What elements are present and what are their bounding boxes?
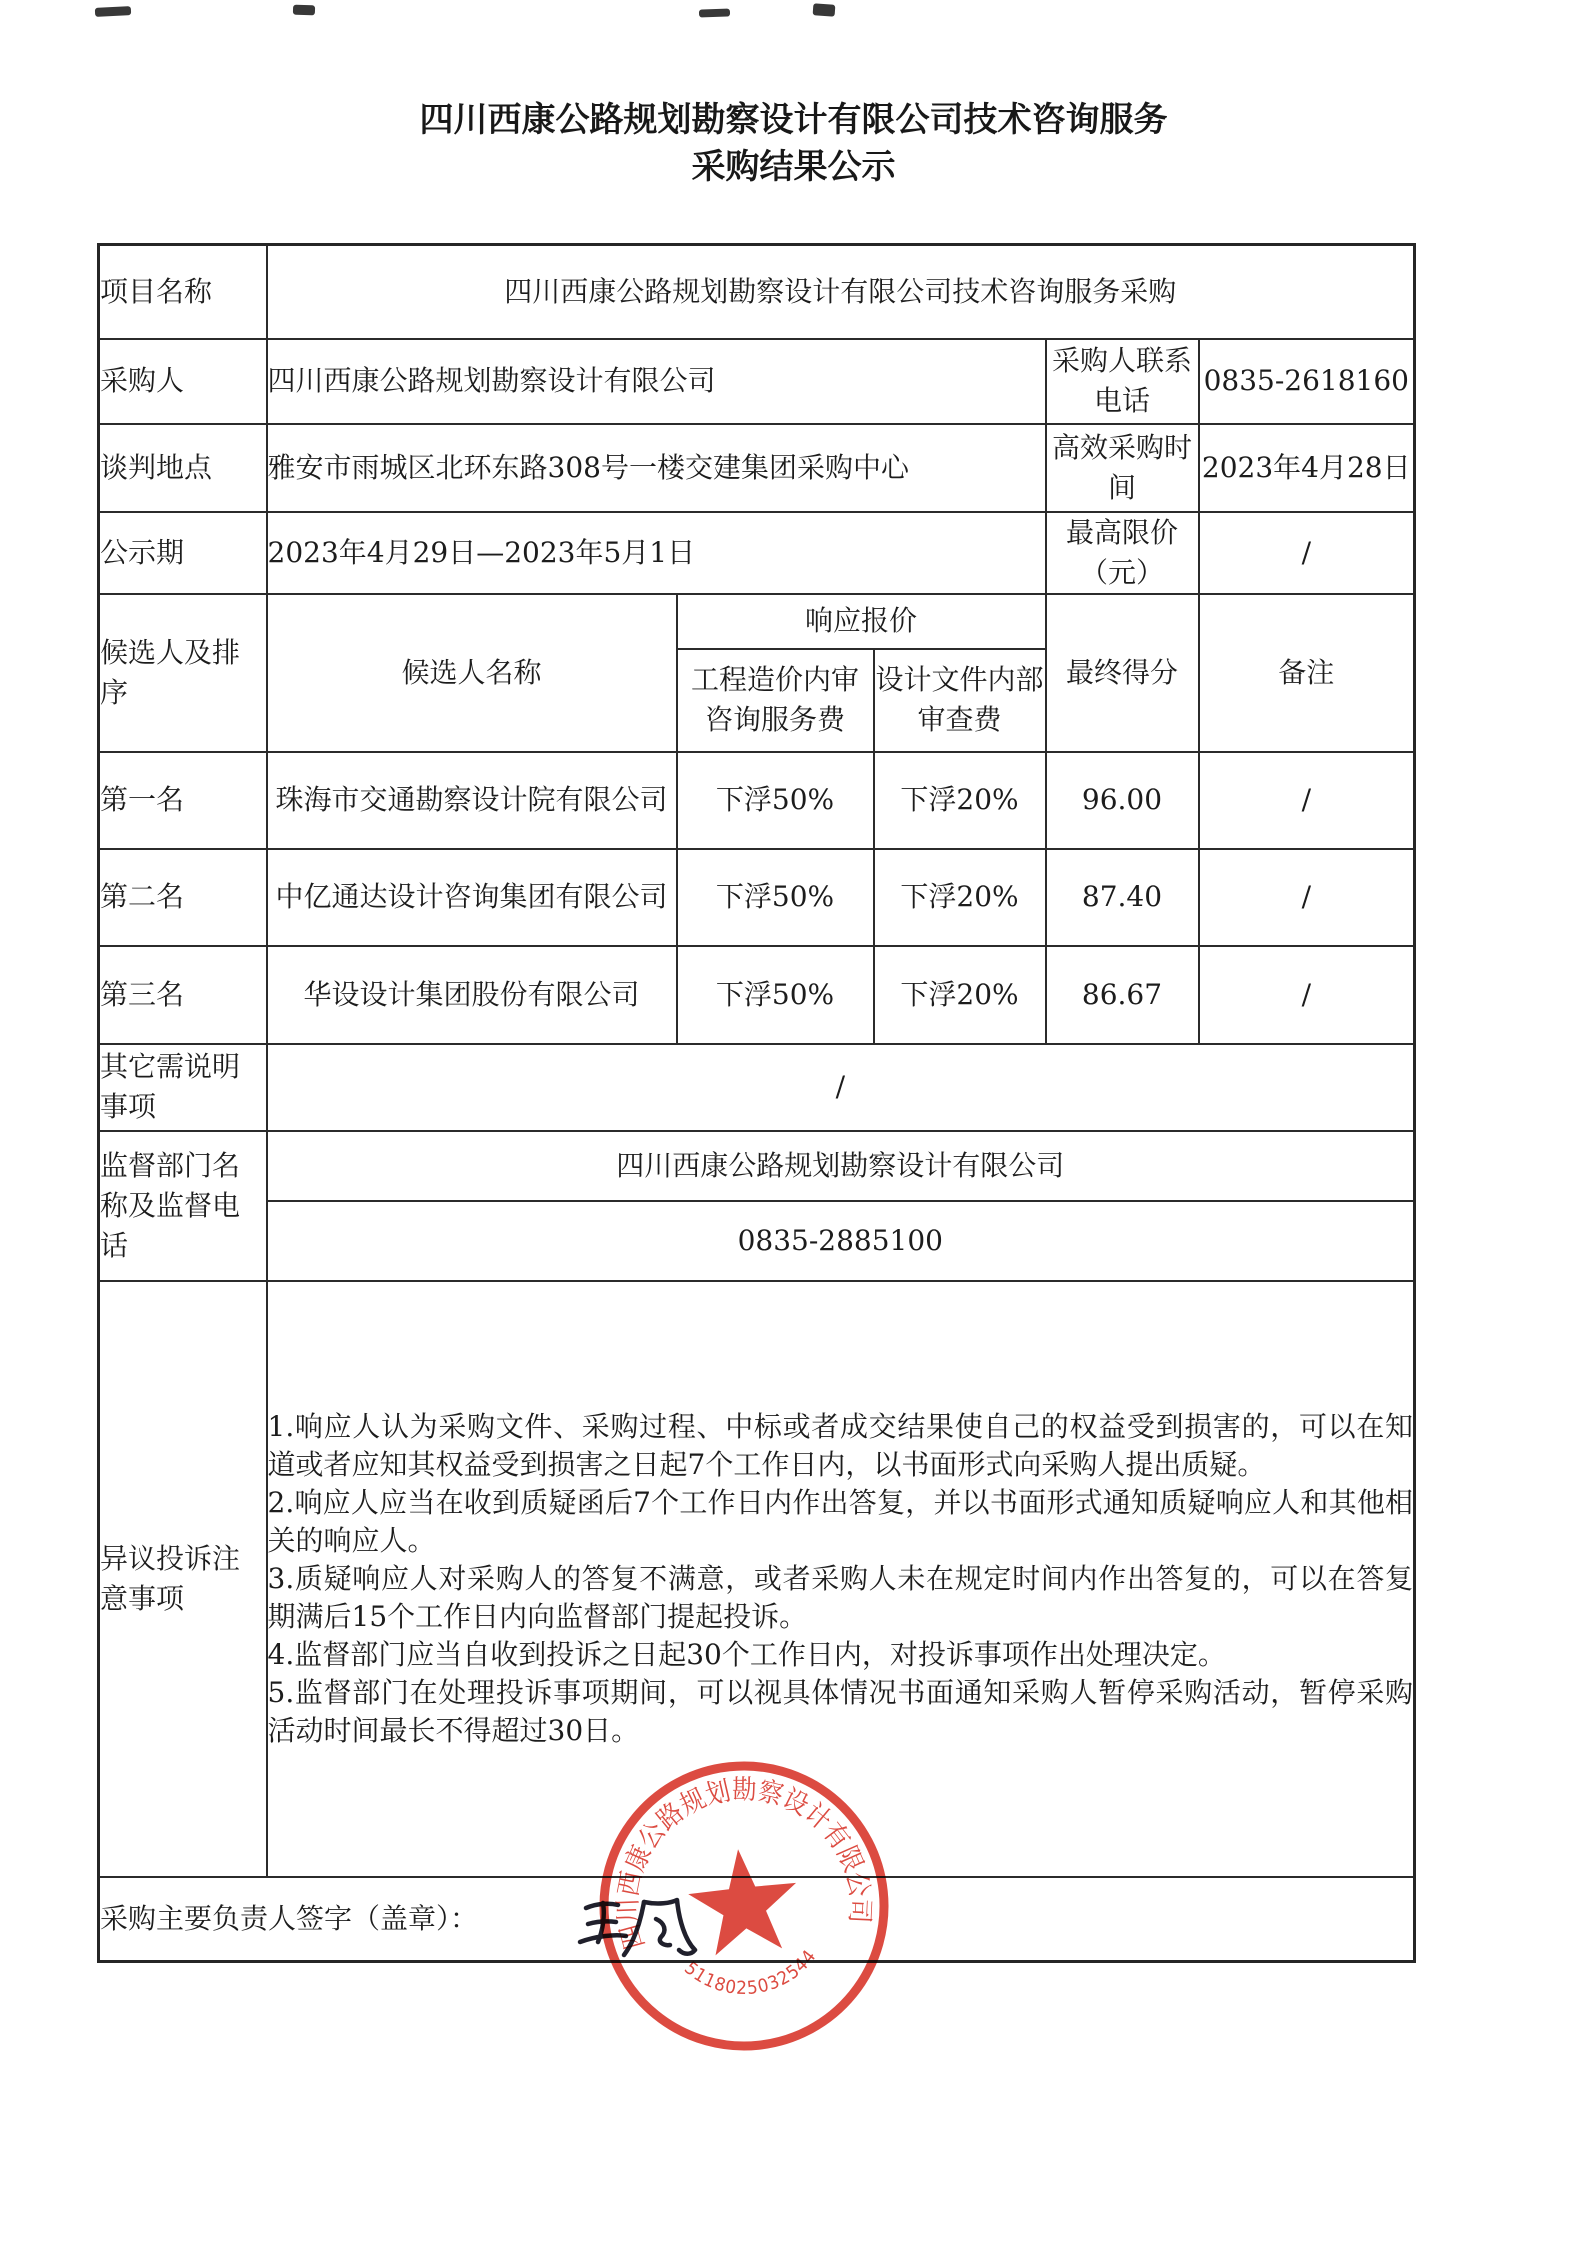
quote-header: 响应报价 (677, 594, 1046, 649)
scan-artifact (699, 8, 730, 17)
candidate-rank: 第二名 (99, 849, 267, 946)
seal-number-text: 5118025032544 (680, 1945, 822, 2000)
scan-artifact (293, 5, 315, 16)
quote-sub1-header: 工程造价内审咨询服务费 (677, 649, 874, 752)
objection-item-1: 1.响应人认为采购文件、采购过程、中标或者成交结果使自己的权益受到损害的，可以在知道或者应知其权益受到损害之日起7个工作日内，以书面形式向采购人提出质疑。 (267, 1409, 1414, 1481)
score-header: 最终得分 (1046, 594, 1199, 752)
candidate-quote1: 下浮50% (677, 946, 874, 1044)
signature-label: 采购主要负责人签字（盖章）： (99, 1877, 1415, 1962)
scan-artifact (813, 3, 836, 17)
candidate-row (99, 946, 1415, 1044)
procurement-result-table (97, 243, 1416, 1963)
candidate-quote2: 下浮20% (874, 752, 1046, 849)
candidate-rank: 第一名 (99, 752, 267, 849)
candidate-score: 86.67 (1046, 946, 1199, 1044)
scan-artifact (95, 6, 131, 17)
objection-item-4: 4.监督部门应当自收到投诉之日起30个工作日内，对投诉事项作出处理决定。 (267, 1637, 1226, 1671)
max-price-label: 最高限价（元） (1046, 512, 1199, 594)
candidate-row (99, 849, 1415, 946)
name-header: 候选人名称 (267, 594, 677, 752)
candidate-quote1: 下浮50% (677, 752, 874, 849)
candidate-quote2: 下浮20% (874, 946, 1046, 1044)
quote-sub2-header: 设计文件内部审查费 (874, 649, 1046, 752)
purchaser-phone-label: 采购人联系电话 (1046, 339, 1199, 424)
remark-header: 备注 (1199, 594, 1415, 752)
venue-label: 谈判地点 (99, 424, 267, 512)
candidate-remark: / (1199, 849, 1415, 946)
candidate-name: 珠海市交通勘察设计院有限公司 (267, 752, 677, 849)
supervision-label: 监督部门名称及监督电话 (99, 1131, 267, 1281)
max-price-value: / (1199, 512, 1415, 594)
project-name-value: 四川西康公路规划勘察设计有限公司技术咨询服务采购 (267, 245, 1415, 339)
purchaser-value: 四川西康公路规划勘察设计有限公司 (267, 339, 1046, 424)
objection-item-3: 3.质疑响应人对采购人的答复不满意，或者采购人未在规定时间内作出答复的，可以在答复期满后15个工作日内向监督部门提起投诉。 (267, 1561, 1414, 1633)
venue-value: 雅安市雨城区北环东路308号一楼交建集团采购中心 (267, 424, 1046, 512)
objection-item-2: 2.响应人应当在收到质疑函后7个工作日内作出答复，并以书面形式通知质疑响应人和其他相关的响应人。 (267, 1485, 1414, 1557)
candidate-score: 87.40 (1046, 849, 1199, 946)
objection-label: 异议投诉注意事项 (99, 1281, 267, 1877)
signature-handwriting (572, 1892, 702, 1964)
rank-header: 候选人及排序 (99, 594, 267, 752)
candidate-row (99, 752, 1415, 849)
publicity-period-label: 公示期 (99, 512, 267, 594)
purchase-time-label: 高效采购时间 (1046, 424, 1199, 512)
other-notes-value: / (267, 1044, 1415, 1131)
supervision-phone: 0835-2885100 (267, 1201, 1415, 1281)
candidate-remark: / (1199, 752, 1415, 849)
candidate-score: 96.00 (1046, 752, 1199, 849)
objection-item-5: 5.监督部门在处理投诉事项期间，可以视具体情况书面通知采购人暂停采购活动，暂停采购活动时间最长不得超过30日。 (267, 1675, 1414, 1747)
supervision-name: 四川西康公路规划勘察设计有限公司 (267, 1131, 1415, 1201)
purchase-time-value: 2023年4月28日 (1199, 424, 1415, 512)
candidate-remark: / (1199, 946, 1415, 1044)
other-notes-label: 其它需说明事项 (99, 1044, 267, 1131)
title-line-2: 采购结果公示 (691, 147, 896, 187)
candidate-name: 华设设计集团股份有限公司 (267, 946, 677, 1044)
candidate-quote1: 下浮50% (677, 849, 874, 946)
candidate-quote2: 下浮20% (874, 849, 1046, 946)
candidate-rank: 第三名 (99, 946, 267, 1044)
publicity-period-value: 2023年4月29日—2023年5月1日 (267, 512, 1046, 594)
title-line-1: 四川西康公路规划勘察设计有限公司技术咨询服务 (419, 100, 1168, 140)
candidate-name: 中亿通达设计咨询集团有限公司 (267, 849, 677, 946)
project-name-label: 项目名称 (99, 245, 267, 339)
purchaser-phone-value: 0835-2618160 (1199, 339, 1415, 424)
seal-company-text: 四川西康公路规划勘察设计有限公司 (612, 1774, 876, 1953)
purchaser-label: 采购人 (99, 339, 267, 424)
document-title (0, 97, 1587, 191)
